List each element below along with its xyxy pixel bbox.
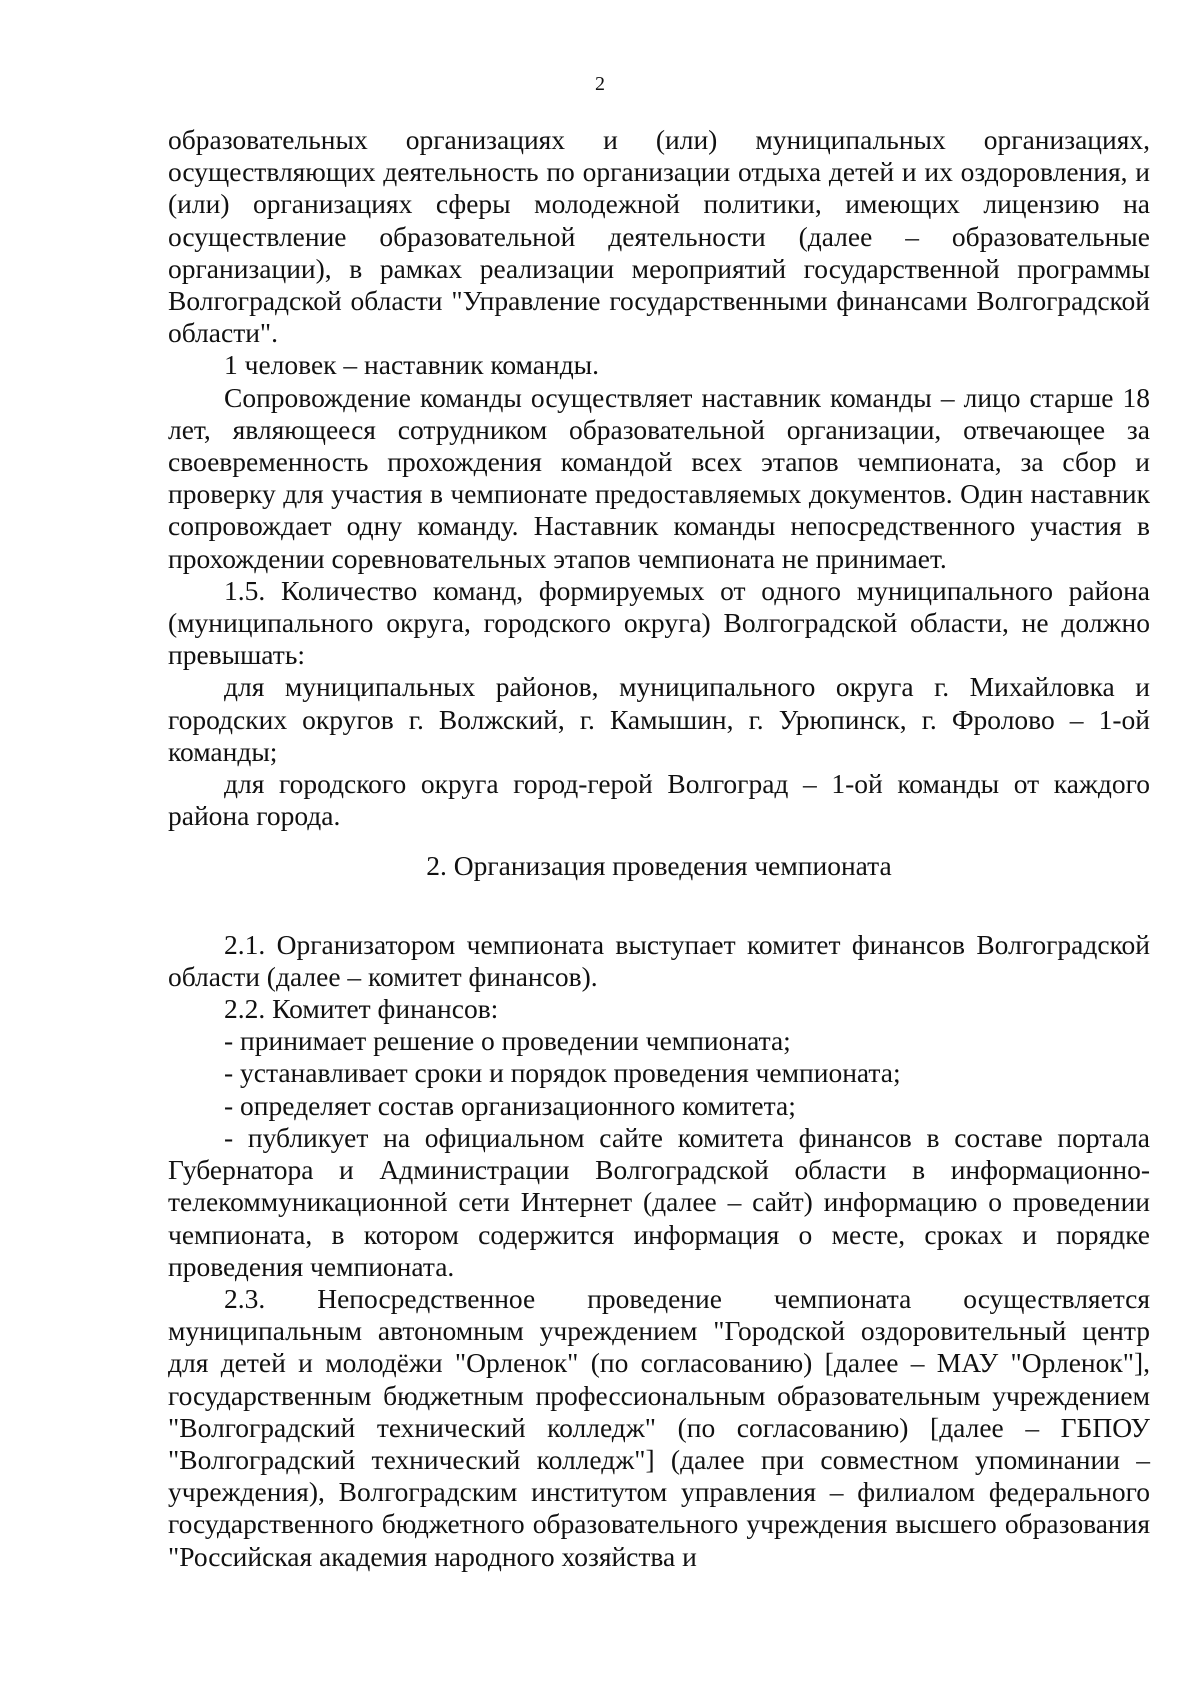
paragraph-districts: для муниципальных районов, муниципального округа г. Михайловка и городских округов г. Волжский, г. Камышин, г. Урюпинск, г. Фролово – 1-ой команды; (168, 671, 1150, 767)
paragraph-mentor-count: 1 человек – наставник команды. (224, 349, 600, 381)
paragraph-volgograd: для городского округа город-герой Волгоград – 1-ой команды от каждого района города. (168, 768, 1150, 832)
paragraph-2-2: 2.2. Комитет финансов: (224, 993, 499, 1025)
paragraph-2-3: 2.3. Непосредственное проведение чемпионата осуществляется муниципальным автономным учреждением "Городской оздоровительный центр для детей и молодёжи "Орленок" (по согласованию) [далее – МАУ "Орленок"], государственным бюджетным профессиональным образовательным учреждением "Волгоградский технический колледж" (по согласованию) [далее – ГБПОУ "Волгоградский технический колледж"] (далее при совместном упоминании – учреждения), Волгоградским институтом управления – филиалом федерального государственного бюджетного образовательного учреждения высшего образования "Российская академия народного хозяйства и (168, 1282, 1150, 1572)
paragraph-continuation: образовательных организациях и (или) муниципальных организациях, осуществляющих деятельность по организации отдыха детей и их оздоровления, и (или) организациях сферы молодежной политики, имеющих лицензию на осуществление образовательной деятельности (далее – образовательные организации), в рамках реализации мероприятий государственной программы Волгоградской области "Управление государственными финансами Волгоградской области". (168, 124, 1150, 349)
paragraph-2-1: 2.1. Организатором чемпионата выступает комитет финансов Волгоградской области (далее – комитет финансов). (168, 928, 1150, 992)
document-body (168, 124, 1150, 1573)
list-item-decision: - принимает решение о проведении чемпионата; (224, 1025, 791, 1057)
list-item-schedule: - устанавливает сроки и порядок проведения чемпионата; (224, 1057, 901, 1089)
paragraph-1-5: 1.5. Количество команд, формируемых от одного муниципального района (муниципального округа, городского округа) Волгоградской области, не должно превышать: (168, 574, 1150, 671)
list-item-publication: - публикует на официальном сайте комитета финансов в составе портала Губернатора и Администрации Волгоградской области в информационно-телекоммуникационной сети Интернет (далее – сайт) информацию о проведении чемпионата, в котором содержится информация о месте, сроках и порядке проведения чемпионата. (168, 1121, 1150, 1282)
section-heading: 2. Организация проведения чемпионата (426, 850, 892, 882)
paragraph-mentor-role: Сопровождение команды осуществляет наставник команды – лицо старше 18 лет, являющееся сотрудником образовательной организации, отвечающее за своевременность прохождения командой всех этапов чемпионата, за сбор и проверку для участия в чемпионате предоставляемых документов. Один наставник сопровождает одну команду. Наставник команды непосредственного участия в прохождении соревновательных этапов чемпионата не принимает. (168, 381, 1150, 574)
page-number: 2 (595, 73, 605, 95)
list-item-committee: - определяет состав организационного комитета; (224, 1089, 796, 1121)
